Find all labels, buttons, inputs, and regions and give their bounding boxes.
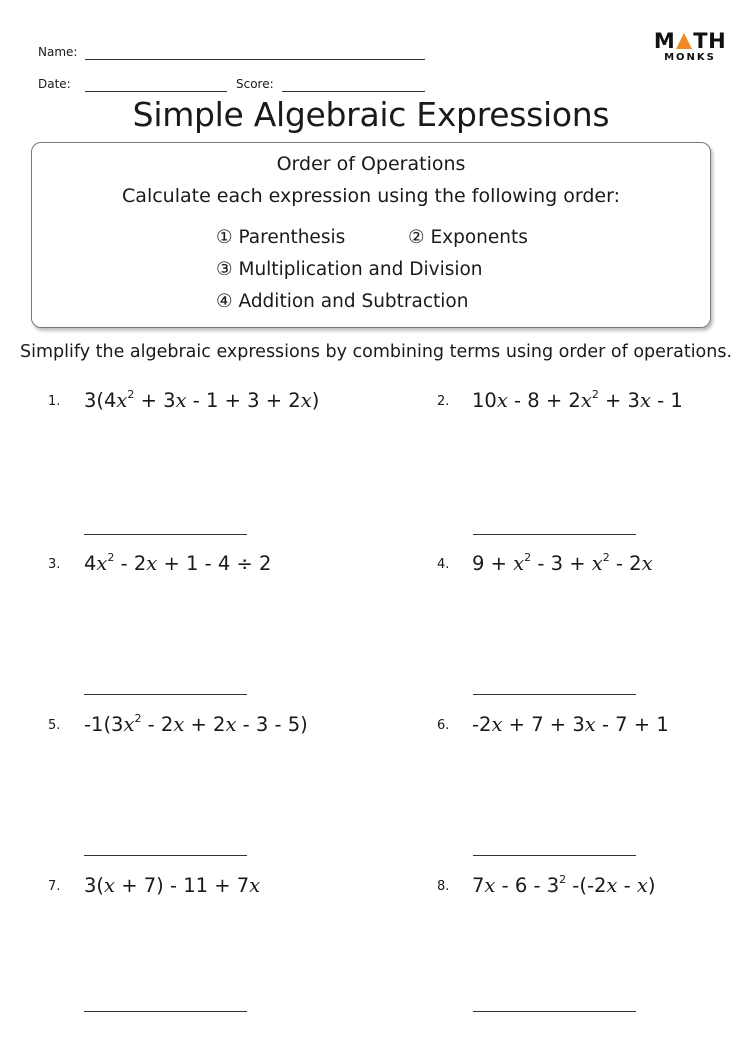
problem-7-answer-line[interactable] — [84, 1011, 247, 1012]
math-monks-logo — [652, 30, 728, 64]
problem-2-answer-line[interactable] — [473, 534, 636, 535]
problem-6-expression: -2x + 7 + 3x - 7 + 1 — [472, 713, 669, 736]
page-title: Simple Algebraic Expressions — [132, 95, 610, 134]
problem-7-number: 7. — [48, 879, 61, 894]
step-3 — [216, 259, 483, 280]
box-subheading: Calculate each expression using the following order: — [122, 185, 620, 207]
step-label: Parenthesis — [238, 227, 346, 248]
circled-number-icon: ① — [216, 227, 233, 248]
problem-8-expression: $7x - 6 - 3^2$ -(-2x - x) — [472, 872, 656, 897]
problem-2-expression: $10x - 8 + 2x^2 + 3x - 1$ — [472, 387, 683, 412]
problem-1-number: 1. — [48, 394, 61, 409]
step-label: Multiplication and Division — [238, 259, 483, 280]
problem-4-number: 4. — [437, 557, 450, 572]
problem-5-answer-line[interactable] — [84, 855, 247, 856]
score-label: Score: — [236, 77, 274, 91]
circled-number-icon: ② — [408, 227, 425, 248]
problem-1-expression: $3(4x^2 + 3x - 1 + 3 + 2x)$ — [84, 387, 320, 412]
name-field[interactable] — [85, 59, 425, 60]
logo-wordmark-bottom: MONKS — [664, 52, 716, 63]
problem-3-expression: $4x^2 - 2x + 1 - 4 \div 2$ — [84, 550, 272, 575]
step-4 — [216, 291, 468, 312]
problem-4-answer-line[interactable] — [473, 694, 636, 695]
problem-6-answer-line[interactable] — [473, 855, 636, 856]
problem-3-answer-line[interactable] — [84, 694, 247, 695]
date-label: Date: — [38, 77, 71, 91]
box-heading: Order of Operations — [276, 153, 466, 175]
problem-8-number: 8. — [437, 879, 450, 894]
problem-3-number: 3. — [48, 557, 61, 572]
step-1 — [216, 227, 345, 248]
step-label: Exponents — [430, 227, 528, 248]
step-2 — [408, 227, 528, 248]
circled-number-icon: ④ — [216, 291, 233, 312]
problem-6-number: 6. — [437, 718, 450, 733]
problem-5-expression: $-1(3x^2 - 2x + 2x - 3 - 5)$ — [84, 711, 308, 736]
problem-2-number: 2. — [437, 394, 450, 409]
name-label: Name: — [38, 45, 78, 59]
score-field[interactable] — [282, 91, 425, 92]
problem-4-expression: $9 + x^2 - 3 + x^2 - 2x$ — [472, 550, 653, 575]
problem-5-number: 5. — [48, 718, 61, 733]
problem-8-answer-line[interactable] — [473, 1011, 636, 1012]
circled-number-icon: ③ — [216, 259, 233, 280]
triangle-icon — [676, 33, 692, 49]
date-field[interactable] — [85, 91, 227, 92]
problem-7-expression: 3(x + 7) - 11 + 7x — [84, 874, 261, 897]
problem-1-answer-line[interactable] — [84, 534, 247, 535]
step-label: Addition and Subtraction — [238, 291, 469, 312]
logo-wordmark-top: M TH — [653, 29, 727, 53]
instructions: Simplify the algebraic expressions by combining terms using order of operations. — [20, 342, 733, 362]
